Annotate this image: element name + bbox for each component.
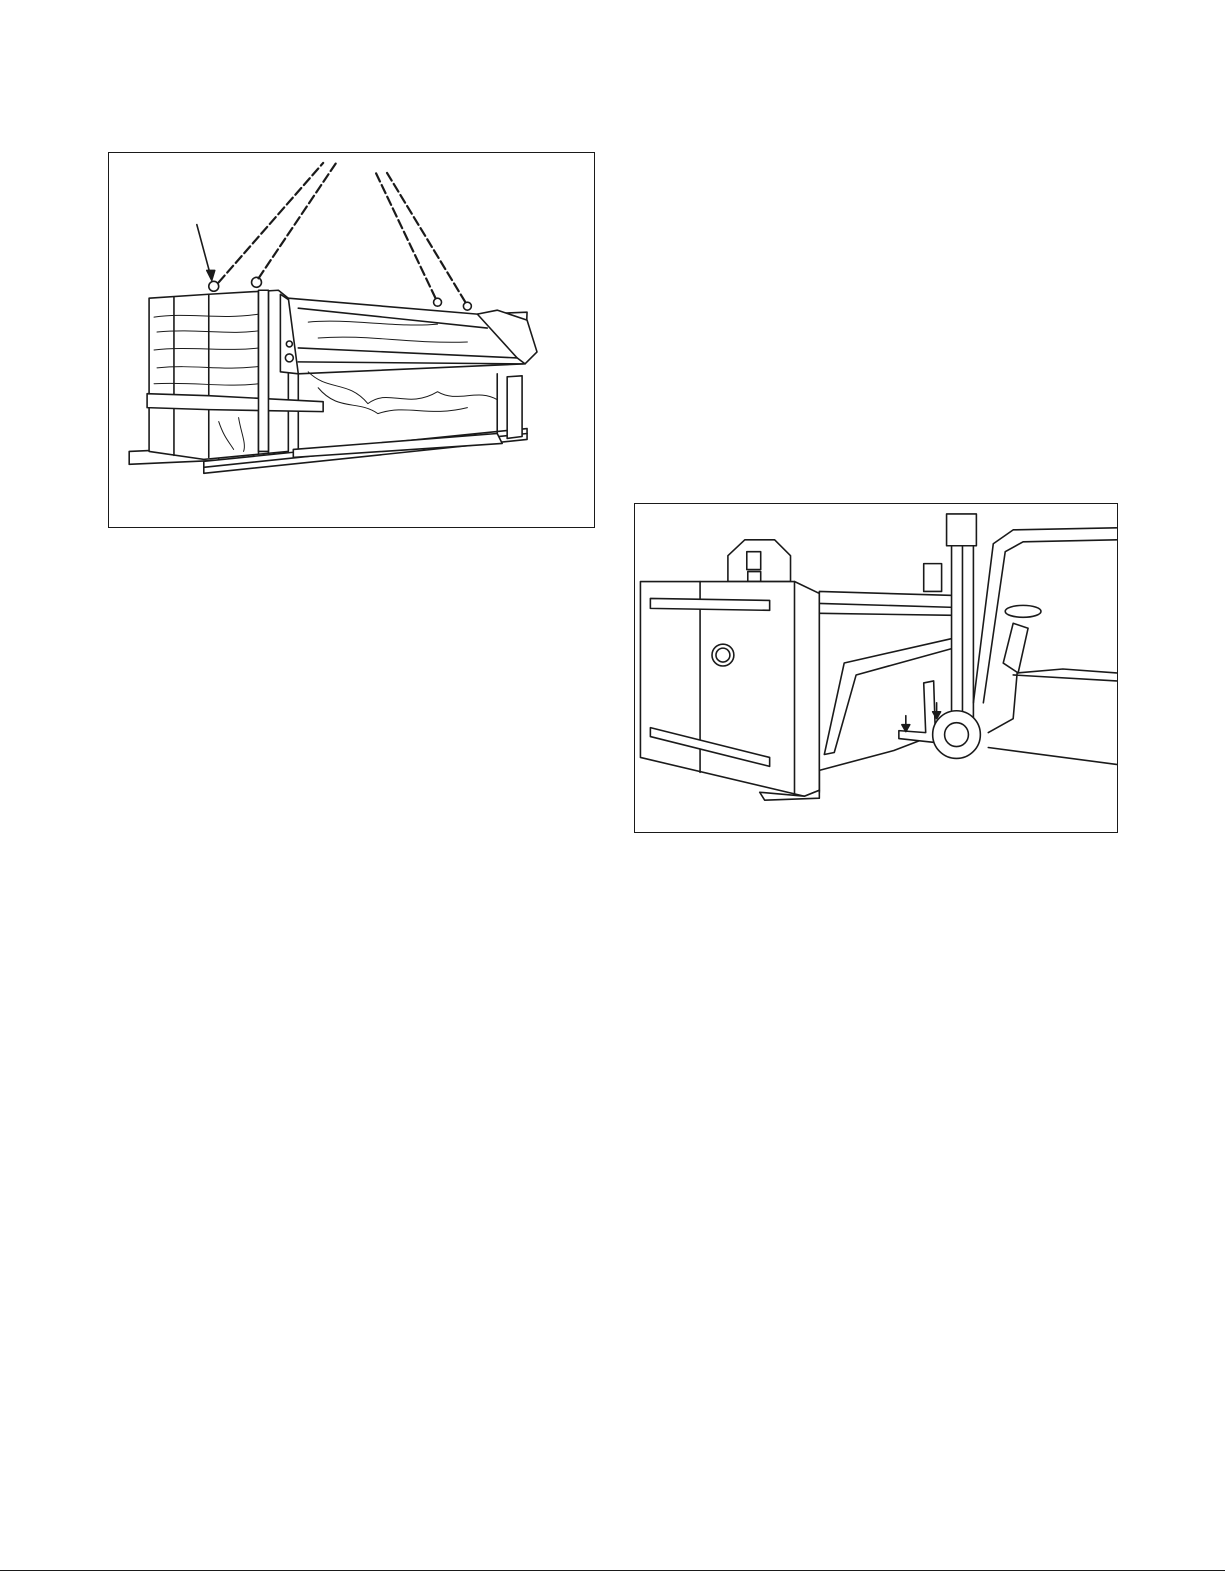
lifting-eye-icon [463,302,471,310]
machine-end-frame-icon [640,582,819,801]
callout-arrow-icon [197,225,215,281]
chain-icon [219,163,466,302]
lifting-eye-icon [209,281,219,291]
forklift-lift-illustration [635,504,1117,832]
lifting-lug-icon [728,540,791,582]
steering-wheel-icon [1005,605,1041,617]
footer-rule [0,1570,1225,1571]
forklift-wheel-icon [933,711,981,759]
lifting-eye-icon [434,298,442,306]
figure-forklift-lift [634,503,1118,833]
machine-body-icon [819,564,953,793]
forklift-cab-icon [973,528,1116,765]
lifting-eye-icon [252,277,262,287]
chain-lift-illustration [109,153,594,527]
figure-chain-lift [108,152,595,528]
